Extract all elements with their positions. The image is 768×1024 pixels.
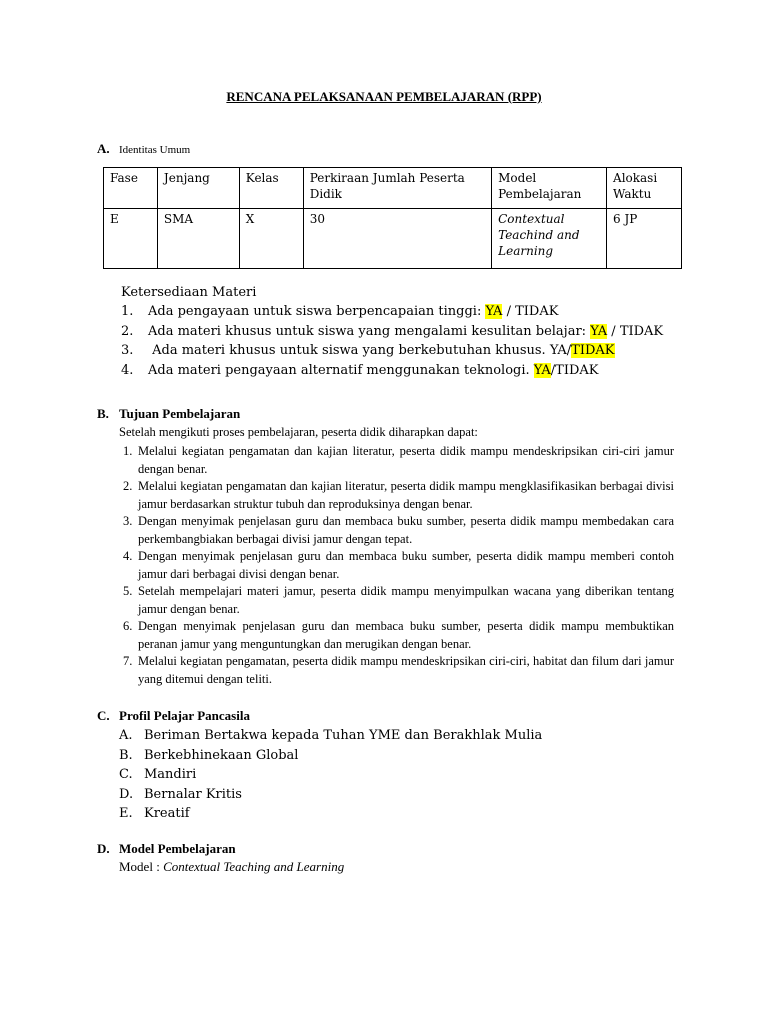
materi-option-ya: YA [485,304,503,319]
materi-item [121,302,663,322]
tujuan-item-number: 7. [123,654,133,668]
tujuan-item-text: Dengan menyimak penjelasan guru dan membaca buku sumber, peserta didik mampu memberi contoh jamur dari berbagai divisi dengan benar. [138,549,674,581]
tujuan-item [119,443,674,478]
header-cell-alokasi: Alokasi Waktu [607,168,682,209]
tujuan-item-number: 4. [123,549,133,563]
identity-table [103,167,682,269]
tujuan-item-text: Melalui kegiatan pengamatan dan kajian literatur, peserta didik mampu mengklasifikasikan berbagai divisi jamur berdasarkan struktur tubuh dan reproduksinya dengan benar. [138,479,674,511]
materi-option-ya: YA [533,362,551,378]
tujuan-item-text: Dengan menyimak penjelasan guru dan membaca buku sumber, peserta didik mampu membedakan cara perkembangbiakan berbagai divisi jamur dengan tepat. [138,514,674,546]
profil-item-letter: A. [119,728,133,743]
tujuan-item [119,548,674,583]
profil-item-text: Beriman Bertakwa kepada Tuhan YME dan Berakhlak Mulia [144,728,543,743]
profil-item [119,804,542,824]
section-a-title: Identitas Umum [119,144,191,156]
tujuan-item-number: 2. [123,479,133,493]
profil-list [119,726,542,824]
tujuan-item-number: 1. [123,444,133,458]
profil-item-text: Kreatif [144,806,190,821]
header-cell-jenjang: Jenjang [157,168,239,209]
materi-item [121,322,663,342]
cell-fase: E [104,209,158,269]
tujuan-item [119,583,674,618]
model-line [119,859,344,875]
model-value: Contextual Teaching and Learning [163,859,345,874]
materi-item-number: 3. [121,343,134,358]
section-a-letter: A. [97,141,110,156]
section-a-heading [97,141,190,157]
tujuan-item [119,653,674,688]
tujuan-item [119,478,674,513]
materi-block [121,283,663,380]
materi-option-ya: YA [590,323,608,339]
section-c-heading [97,708,250,724]
profil-item-letter: E. [119,806,133,821]
materi-option-tidak: TIDAK [619,323,664,339]
cell-jenjang: SMA [157,209,239,269]
cell-kelas: X [239,209,303,269]
section-d-letter: D. [97,841,110,856]
identity-table-row [104,209,682,269]
materi-option-ya: YA [549,343,567,358]
header-cell-kelas: Kelas [239,168,303,209]
tujuan-item-number: 6. [123,619,133,633]
tujuan-item [119,513,674,548]
cell-model: Contextual Teachind and Learning [492,209,607,269]
section-c-title: Profil Pelajar Pancasila [119,708,250,723]
section-b-title: Tujuan Pembelajaran [119,406,241,421]
profil-item-text: Bernalar Kritis [144,786,242,802]
materi-item-text: Ada materi pengayaan alternatif menggunakan teknologi. [148,362,530,378]
cell-jumlah-peserta: 30 [303,209,491,269]
cell-alokasi: 6 JP [607,209,682,269]
materi-title: Ketersediaan Materi [121,285,257,300]
tujuan-item-text: Dengan menyimak penjelasan guru dan membaca buku sumber, peserta didik mampu membuktikan peranan jamur yang menguntungkan dan merugikan dengan benar. [138,619,674,651]
materi-item-number: 1. [121,304,134,319]
profil-item-letter: C. [119,767,133,782]
materi-option-slash: / [502,304,516,319]
tujuan-list [119,443,674,688]
materi-option-slash: / [566,343,572,358]
tujuan-item-number: 3. [123,514,133,528]
section-b-heading [97,406,240,422]
materi-option-slash: / [607,323,620,339]
materi-item [121,361,663,381]
tujuan-item-text: Melalui kegiatan pengamatan dan kajian literatur, peserta didik mampu mendeskripsikan ciri-ciri jamur dengan benar. [138,444,674,476]
materi-item [121,341,663,361]
materi-list [121,302,663,380]
materi-item-number: 4. [121,362,134,378]
identity-table-header-row [104,168,682,209]
profil-item [119,785,542,805]
tujuan-intro: Setelah mengikuti proses pembelajaran, peserta didik diharapkan dapat: [119,425,478,439]
tujuan-item-text: Setelah mempelajari materi jamur, peserta didik mampu menyimpulkan wacana yang diberikan tentang jamur dengan benar. [138,584,674,616]
header-cell-fase: Fase [104,168,158,209]
profil-item-text: Mandiri [144,767,197,782]
materi-option-slash: / [550,362,556,378]
section-d-title: Model Pembelajaran [119,841,236,856]
materi-option-tidak: TIDAK [515,304,559,319]
materi-item-number: 2. [121,323,134,339]
model-label: Model : [119,859,164,874]
document-title: RENCANA PELAKSANAAN PEMBELAJARAN (RPP) [226,89,542,104]
profil-item-letter: D. [119,786,134,802]
section-c-letter: C. [97,708,110,723]
header-cell-jumlah-peserta: Perkiraan Jumlah Peserta Didik [303,168,491,209]
materi-option-tidak: TIDAK [555,362,599,378]
materi-item-text: Ada pengayaan untuk siswa berpencapaian tinggi: [148,304,482,319]
profil-item-text: Berkebhinekaan Global [144,747,299,763]
section-d-heading [97,841,236,857]
tujuan-item-text: Melalui kegiatan pengamatan, peserta didik mampu mendeskripsikan ciri-ciri, habitat dan filum dari jamur yang ditemui dengan teliti. [138,654,674,686]
materi-option-tidak: TIDAK [571,343,615,358]
materi-item-text: Ada materi khusus untuk siswa yang mengalami kesulitan belajar: [148,323,587,339]
header-cell-model: Model Pembelajaran [492,168,607,209]
profil-item [119,765,542,785]
profil-item [119,726,542,746]
materi-item-text: Ada materi khusus untuk siswa yang berkebutuhan khusus. [148,343,546,358]
tujuan-item-number: 5. [123,584,133,598]
profil-item-letter: B. [119,747,133,763]
section-b-letter: B. [97,406,109,421]
tujuan-item [119,618,674,653]
profil-item [119,746,542,766]
